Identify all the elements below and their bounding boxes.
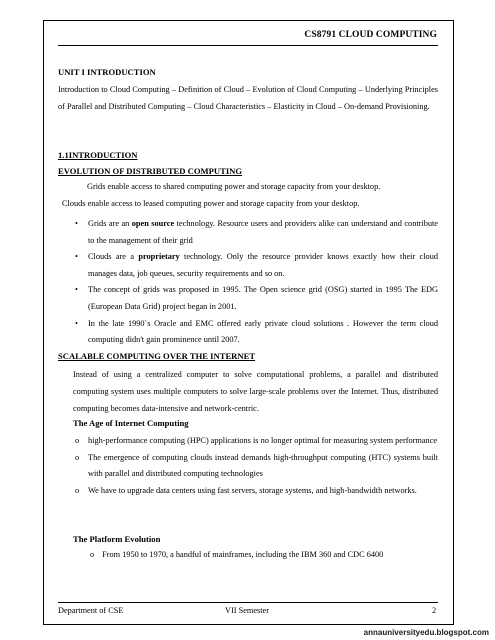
list-item-text: technology. Resource users and providers alike can understand and contribute to the management of their grid [88,219,438,245]
list-item-text: We have to upgrade data centers using fast servers, storage systems, and high-bandwidth networks. [88,485,417,495]
list-item-text: high-performance computing (HPC) applications is no longer optimal for measuring system performance [88,436,438,445]
list-item-text: In the late 1990`s Oracle and EMC offered early private cloud solutions . However the term cloud computing didn't gain prominence until 2007. [88,318,438,345]
circle-bullet-icon: o [75,452,80,462]
circle-bullet-icon: o [90,550,95,559]
list-item [58,450,438,483]
list-item-text: technology. Only the resource provider knows exactly how their cloud manages data, job queues, security requirements and so on. [88,252,438,278]
paragraph: Instead of using a centralized computer to solve computational problems, a parallel and distributed computing system uses multiple computers to solve large-scale problems over the Internet. Thus, distributed computing becomes data-intensive and network-centric. [73,370,438,413]
unit-heading: UNIT I INTRODUCTION [58,67,156,77]
bullet-icon: • [75,285,78,295]
page-number: 2 [432,606,437,615]
list-item [90,550,383,559]
section-heading: 1.1INTRODUCTION [58,150,138,160]
bullet-icon: • [75,318,78,328]
list-item [58,433,438,450]
bullet-icon: • [75,219,78,228]
paragraph-line: Grids enable access to shared computing power and storage capacity from your desktop. [87,182,381,191]
subsection-heading: The Platform Evolution [73,534,161,544]
subsection-heading: EVOLUTION OF DISTRIBUTED COMPUTING [58,166,243,176]
circle-bullet-icon: o [75,485,80,495]
bullet-icon: • [75,252,78,262]
list-item [58,483,438,500]
watermark-text: annauniversityedu.blogspot.com [363,628,489,637]
header-title: CS8791 CLOUD COMPUTING [304,30,437,40]
list-item-text: From 1950 to 1970, a handful of mainframes, including the IBM 360 and CDC 6400 [102,550,384,559]
list-item [58,282,438,315]
list-item [58,216,438,249]
list-item-text: Clouds are a [88,252,139,262]
footer-rule [58,602,438,603]
subsection-heading: The Age of Internet Computing [73,418,189,428]
footer-department: Department of CSE [58,606,124,615]
bullet-list [58,216,438,349]
circle-bullet-icon: o [75,436,80,445]
list-item [58,249,438,282]
circle-bullet-list [58,433,438,499]
section-heading: SCALABLE COMPUTING OVER THE INTERNET [58,351,256,361]
list-item [58,316,438,349]
list-item-text: The concept of grids was proposed in 1995. The Open science grid (OSG) started in 1995 The EDG (European Data Grid) project began in 2001. [88,285,438,311]
emphasis-text: open source [131,219,175,228]
unit-syllabus-text: Introduction to Cloud Computing – Definition of Cloud – Evolution of Cloud Computing – Underlying Principles of Parallel and Distributed Computing – Cloud Characteristics – Elasticity in Cloud – On-demand Provisioning. [58,85,438,111]
list-item-text: Grids are an [88,219,132,228]
header-rule [58,45,438,46]
emphasis-text: proprietary [138,252,180,262]
footer-semester: VII Semester [225,606,270,615]
list-item-text: The emergence of computing clouds instead demands high-throughput computing (HTC) systems built with parallel and distributed computing technologies [88,452,438,479]
paragraph-line: Clouds enable access to leased computing power and storage capacity from your desktop. [62,199,360,208]
